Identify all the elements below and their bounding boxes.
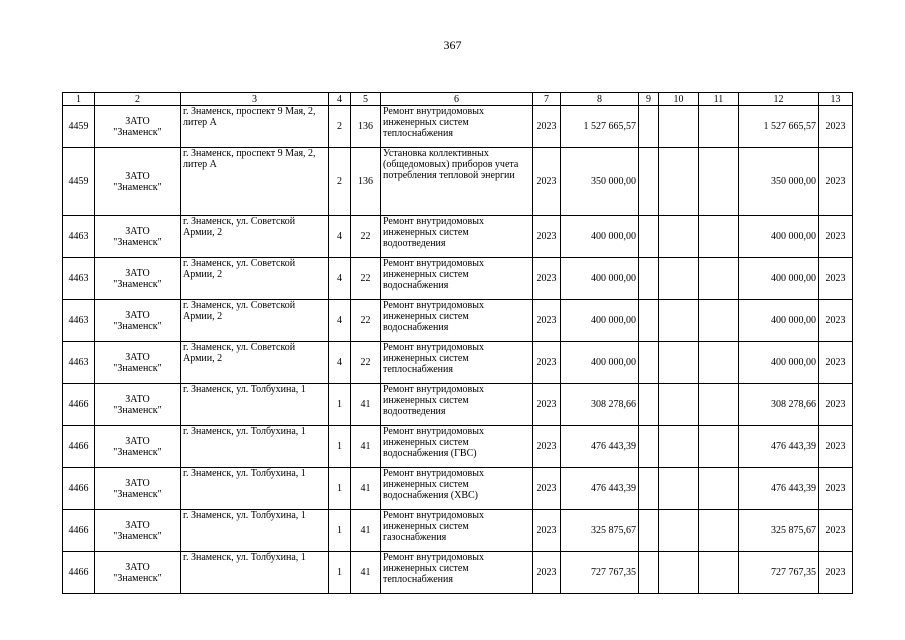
cell-work-type: Ремонт внутридомовых инженерных систем водоснабжения (ХВС)	[381, 468, 533, 510]
cell-year: 2023	[533, 300, 561, 342]
cell-year-end: 2023	[819, 552, 853, 594]
cell-number: 4459	[63, 148, 95, 216]
cell-year: 2023	[533, 426, 561, 468]
cell-col4: 1	[329, 468, 351, 510]
cell-col5: 41	[351, 384, 381, 426]
cell-address: г. Знаменск, ул. Советской Армии, 2	[181, 342, 329, 384]
cell-municipality	[95, 552, 181, 594]
cell-col10	[659, 106, 699, 148]
cell-cost-total: 325 875,67	[739, 510, 819, 552]
cell-municipality	[95, 148, 181, 216]
cell-address: г. Знаменск, ул. Советской Армии, 2	[181, 216, 329, 258]
municipality-line: "Знаменск"	[113, 488, 162, 500]
cell-col5: 22	[351, 216, 381, 258]
cell-col9	[639, 384, 659, 426]
cell-col9	[639, 510, 659, 552]
cell-col11	[699, 106, 739, 148]
cell-col4: 1	[329, 510, 351, 552]
municipality-line: ЗАТО	[125, 170, 150, 182]
cell-cost: 400 000,00	[561, 216, 639, 258]
cell-col5: 136	[351, 148, 381, 216]
municipality-line: ЗАТО	[125, 267, 150, 279]
cell-cost: 727 767,35	[561, 552, 639, 594]
cell-municipality	[95, 300, 181, 342]
cell-work-type: Ремонт внутридомовых инженерных систем теплоснабжения	[381, 106, 533, 148]
cell-col4: 1	[329, 426, 351, 468]
municipality-line: ЗАТО	[125, 393, 150, 405]
municipality-line: "Знаменск"	[113, 181, 162, 193]
cell-work-type: Ремонт внутридомовых инженерных систем теплоснабжения	[381, 552, 533, 594]
municipality-line: "Знаменск"	[113, 320, 162, 332]
cell-year-end: 2023	[819, 258, 853, 300]
cell-col4: 4	[329, 258, 351, 300]
table-row	[63, 216, 853, 258]
cell-cost-total: 1 527 665,57	[739, 106, 819, 148]
cell-work-type: Ремонт внутридомовых инженерных систем теплоснабжения	[381, 342, 533, 384]
cell-municipality	[95, 468, 181, 510]
cell-year: 2023	[533, 468, 561, 510]
cell-municipality	[95, 426, 181, 468]
cell-cost: 400 000,00	[561, 258, 639, 300]
municipality-line: "Знаменск"	[113, 572, 162, 584]
cell-col9	[639, 148, 659, 216]
municipality-line: ЗАТО	[125, 561, 150, 573]
cell-address: г. Знаменск, ул. Толбухина, 1	[181, 426, 329, 468]
cell-year-end: 2023	[819, 300, 853, 342]
cell-address: г. Знаменск, ул. Толбухина, 1	[181, 552, 329, 594]
column-header-2: 2	[95, 93, 181, 106]
table-body	[63, 106, 853, 594]
cell-work-type: Ремонт внутридомовых инженерных систем водоснабжения (ГВС)	[381, 426, 533, 468]
table-row	[63, 384, 853, 426]
column-header-10: 10	[659, 93, 699, 106]
cell-col11	[699, 384, 739, 426]
cell-municipality	[95, 106, 181, 148]
cell-address: г. Знаменск, ул. Толбухина, 1	[181, 384, 329, 426]
cell-col10	[659, 384, 699, 426]
municipality-line: "Знаменск"	[113, 404, 162, 416]
cell-number: 4463	[63, 216, 95, 258]
cell-year-end: 2023	[819, 426, 853, 468]
cell-address: г. Знаменск, ул. Толбухина, 1	[181, 468, 329, 510]
cell-address: г. Знаменск, проспект 9 Мая, 2, литер А	[181, 106, 329, 148]
cell-col9	[639, 258, 659, 300]
cell-cost-total: 400 000,00	[739, 300, 819, 342]
column-header-9: 9	[639, 93, 659, 106]
cell-year: 2023	[533, 342, 561, 384]
cell-col4: 4	[329, 342, 351, 384]
cell-col9	[639, 426, 659, 468]
cell-cost-total: 400 000,00	[739, 216, 819, 258]
cell-col11	[699, 300, 739, 342]
cell-year: 2023	[533, 258, 561, 300]
cell-col9	[639, 216, 659, 258]
cell-cost: 400 000,00	[561, 300, 639, 342]
cell-cost-total: 476 443,39	[739, 468, 819, 510]
cell-col5: 41	[351, 552, 381, 594]
cell-year: 2023	[533, 106, 561, 148]
cell-cost: 325 875,67	[561, 510, 639, 552]
cell-address: г. Знаменск, ул. Советской Армии, 2	[181, 300, 329, 342]
table-row	[63, 552, 853, 594]
cell-cost: 1 527 665,57	[561, 106, 639, 148]
municipality-line: "Знаменск"	[113, 446, 162, 458]
table-row	[63, 148, 853, 216]
cell-work-type: Ремонт внутридомовых инженерных систем водоснабжения	[381, 258, 533, 300]
cell-year-end: 2023	[819, 342, 853, 384]
cell-municipality	[95, 216, 181, 258]
column-header-13: 13	[819, 93, 853, 106]
municipality-line: ЗАТО	[125, 115, 150, 127]
cell-number: 4466	[63, 384, 95, 426]
cell-cost-total: 727 767,35	[739, 552, 819, 594]
cell-work-type: Ремонт внутридомовых инженерных систем водоснабжения	[381, 300, 533, 342]
cell-work-type: Ремонт внутридомовых инженерных систем газоснабжения	[381, 510, 533, 552]
cell-cost-total: 400 000,00	[739, 258, 819, 300]
column-header-12: 12	[739, 93, 819, 106]
page-number: 367	[443, 38, 462, 52]
municipality-line: "Знаменск"	[113, 362, 162, 374]
cell-col10	[659, 468, 699, 510]
municipality-line: ЗАТО	[125, 351, 150, 363]
cell-col11	[699, 510, 739, 552]
municipality-line: "Знаменск"	[113, 530, 162, 542]
cell-year-end: 2023	[819, 468, 853, 510]
table-row	[63, 426, 853, 468]
cell-col10	[659, 426, 699, 468]
cell-cost: 476 443,39	[561, 468, 639, 510]
cell-col10	[659, 216, 699, 258]
cell-col10	[659, 342, 699, 384]
cell-number: 4463	[63, 258, 95, 300]
cell-address: г. Знаменск, ул. Советской Армии, 2	[181, 258, 329, 300]
cell-col4: 4	[329, 216, 351, 258]
program-table	[62, 92, 853, 594]
column-header-3: 3	[181, 93, 329, 106]
cell-col5: 22	[351, 300, 381, 342]
cell-number: 4466	[63, 510, 95, 552]
cell-cost: 476 443,39	[561, 426, 639, 468]
cell-number: 4466	[63, 552, 95, 594]
table-row	[63, 510, 853, 552]
table-row	[63, 342, 853, 384]
cell-col5: 41	[351, 426, 381, 468]
cell-col10	[659, 552, 699, 594]
column-header-11: 11	[699, 93, 739, 106]
cell-col5: 22	[351, 258, 381, 300]
cell-col10	[659, 510, 699, 552]
cell-col4: 1	[329, 384, 351, 426]
cell-col4: 2	[329, 148, 351, 216]
cell-year: 2023	[533, 552, 561, 594]
municipality-line: "Знаменск"	[113, 236, 162, 248]
cell-cost: 400 000,00	[561, 342, 639, 384]
column-header-1: 1	[63, 93, 95, 106]
municipality-line: ЗАТО	[125, 225, 150, 237]
cell-col11	[699, 552, 739, 594]
cell-col4: 1	[329, 552, 351, 594]
cell-municipality	[95, 384, 181, 426]
municipality-line: "Знаменск"	[113, 278, 162, 290]
cell-year: 2023	[533, 148, 561, 216]
cell-number: 4463	[63, 342, 95, 384]
cell-col11	[699, 342, 739, 384]
cell-col5: 136	[351, 106, 381, 148]
cell-municipality	[95, 342, 181, 384]
table-row	[63, 106, 853, 148]
cell-col11	[699, 426, 739, 468]
cell-year-end: 2023	[819, 216, 853, 258]
cell-address: г. Знаменск, проспект 9 Мая, 2, литер А	[181, 148, 329, 216]
cell-number: 4466	[63, 426, 95, 468]
cell-year: 2023	[533, 510, 561, 552]
cell-cost-total: 308 278,66	[739, 384, 819, 426]
cell-year-end: 2023	[819, 148, 853, 216]
cell-municipality	[95, 510, 181, 552]
cell-col11	[699, 148, 739, 216]
cell-number: 4459	[63, 106, 95, 148]
municipality-line: ЗАТО	[125, 435, 150, 447]
cell-col9	[639, 552, 659, 594]
column-header-7: 7	[533, 93, 561, 106]
column-header-4: 4	[329, 93, 351, 106]
header-row	[63, 93, 853, 106]
cell-work-type: Установка коллективных (общедомовых) приборов учета потребления тепловой энергии	[381, 148, 533, 216]
municipality-line: ЗАТО	[125, 477, 150, 489]
cell-municipality	[95, 258, 181, 300]
cell-col4: 2	[329, 106, 351, 148]
cell-col11	[699, 468, 739, 510]
cell-cost-total: 476 443,39	[739, 426, 819, 468]
cell-col9	[639, 468, 659, 510]
cell-cost: 308 278,66	[561, 384, 639, 426]
cell-year-end: 2023	[819, 510, 853, 552]
cell-work-type: Ремонт внутридомовых инженерных систем водоотведения	[381, 216, 533, 258]
cell-col11	[699, 216, 739, 258]
cell-col10	[659, 300, 699, 342]
cell-col4: 4	[329, 300, 351, 342]
cell-col9	[639, 106, 659, 148]
cell-col10	[659, 148, 699, 216]
cell-number: 4463	[63, 300, 95, 342]
cell-col9	[639, 300, 659, 342]
municipality-line: ЗАТО	[125, 519, 150, 531]
cell-col9	[639, 342, 659, 384]
cell-address: г. Знаменск, ул. Толбухина, 1	[181, 510, 329, 552]
cell-col10	[659, 258, 699, 300]
cell-year-end: 2023	[819, 384, 853, 426]
cell-col11	[699, 258, 739, 300]
municipality-line: "Знаменск"	[113, 126, 162, 138]
cell-cost-total: 350 000,00	[739, 148, 819, 216]
column-header-6: 6	[381, 93, 533, 106]
municipality-line: ЗАТО	[125, 309, 150, 321]
cell-cost: 350 000,00	[561, 148, 639, 216]
cell-year-end: 2023	[819, 106, 853, 148]
column-header-5: 5	[351, 93, 381, 106]
cell-work-type: Ремонт внутридомовых инженерных систем водоотведения	[381, 384, 533, 426]
cell-year: 2023	[533, 384, 561, 426]
table-row	[63, 258, 853, 300]
table-row	[63, 300, 853, 342]
column-header-8: 8	[561, 93, 639, 106]
cell-col5: 41	[351, 510, 381, 552]
table-row	[63, 468, 853, 510]
cell-col5: 22	[351, 342, 381, 384]
cell-cost-total: 400 000,00	[739, 342, 819, 384]
cell-col5: 41	[351, 468, 381, 510]
cell-year: 2023	[533, 216, 561, 258]
cell-number: 4466	[63, 468, 95, 510]
